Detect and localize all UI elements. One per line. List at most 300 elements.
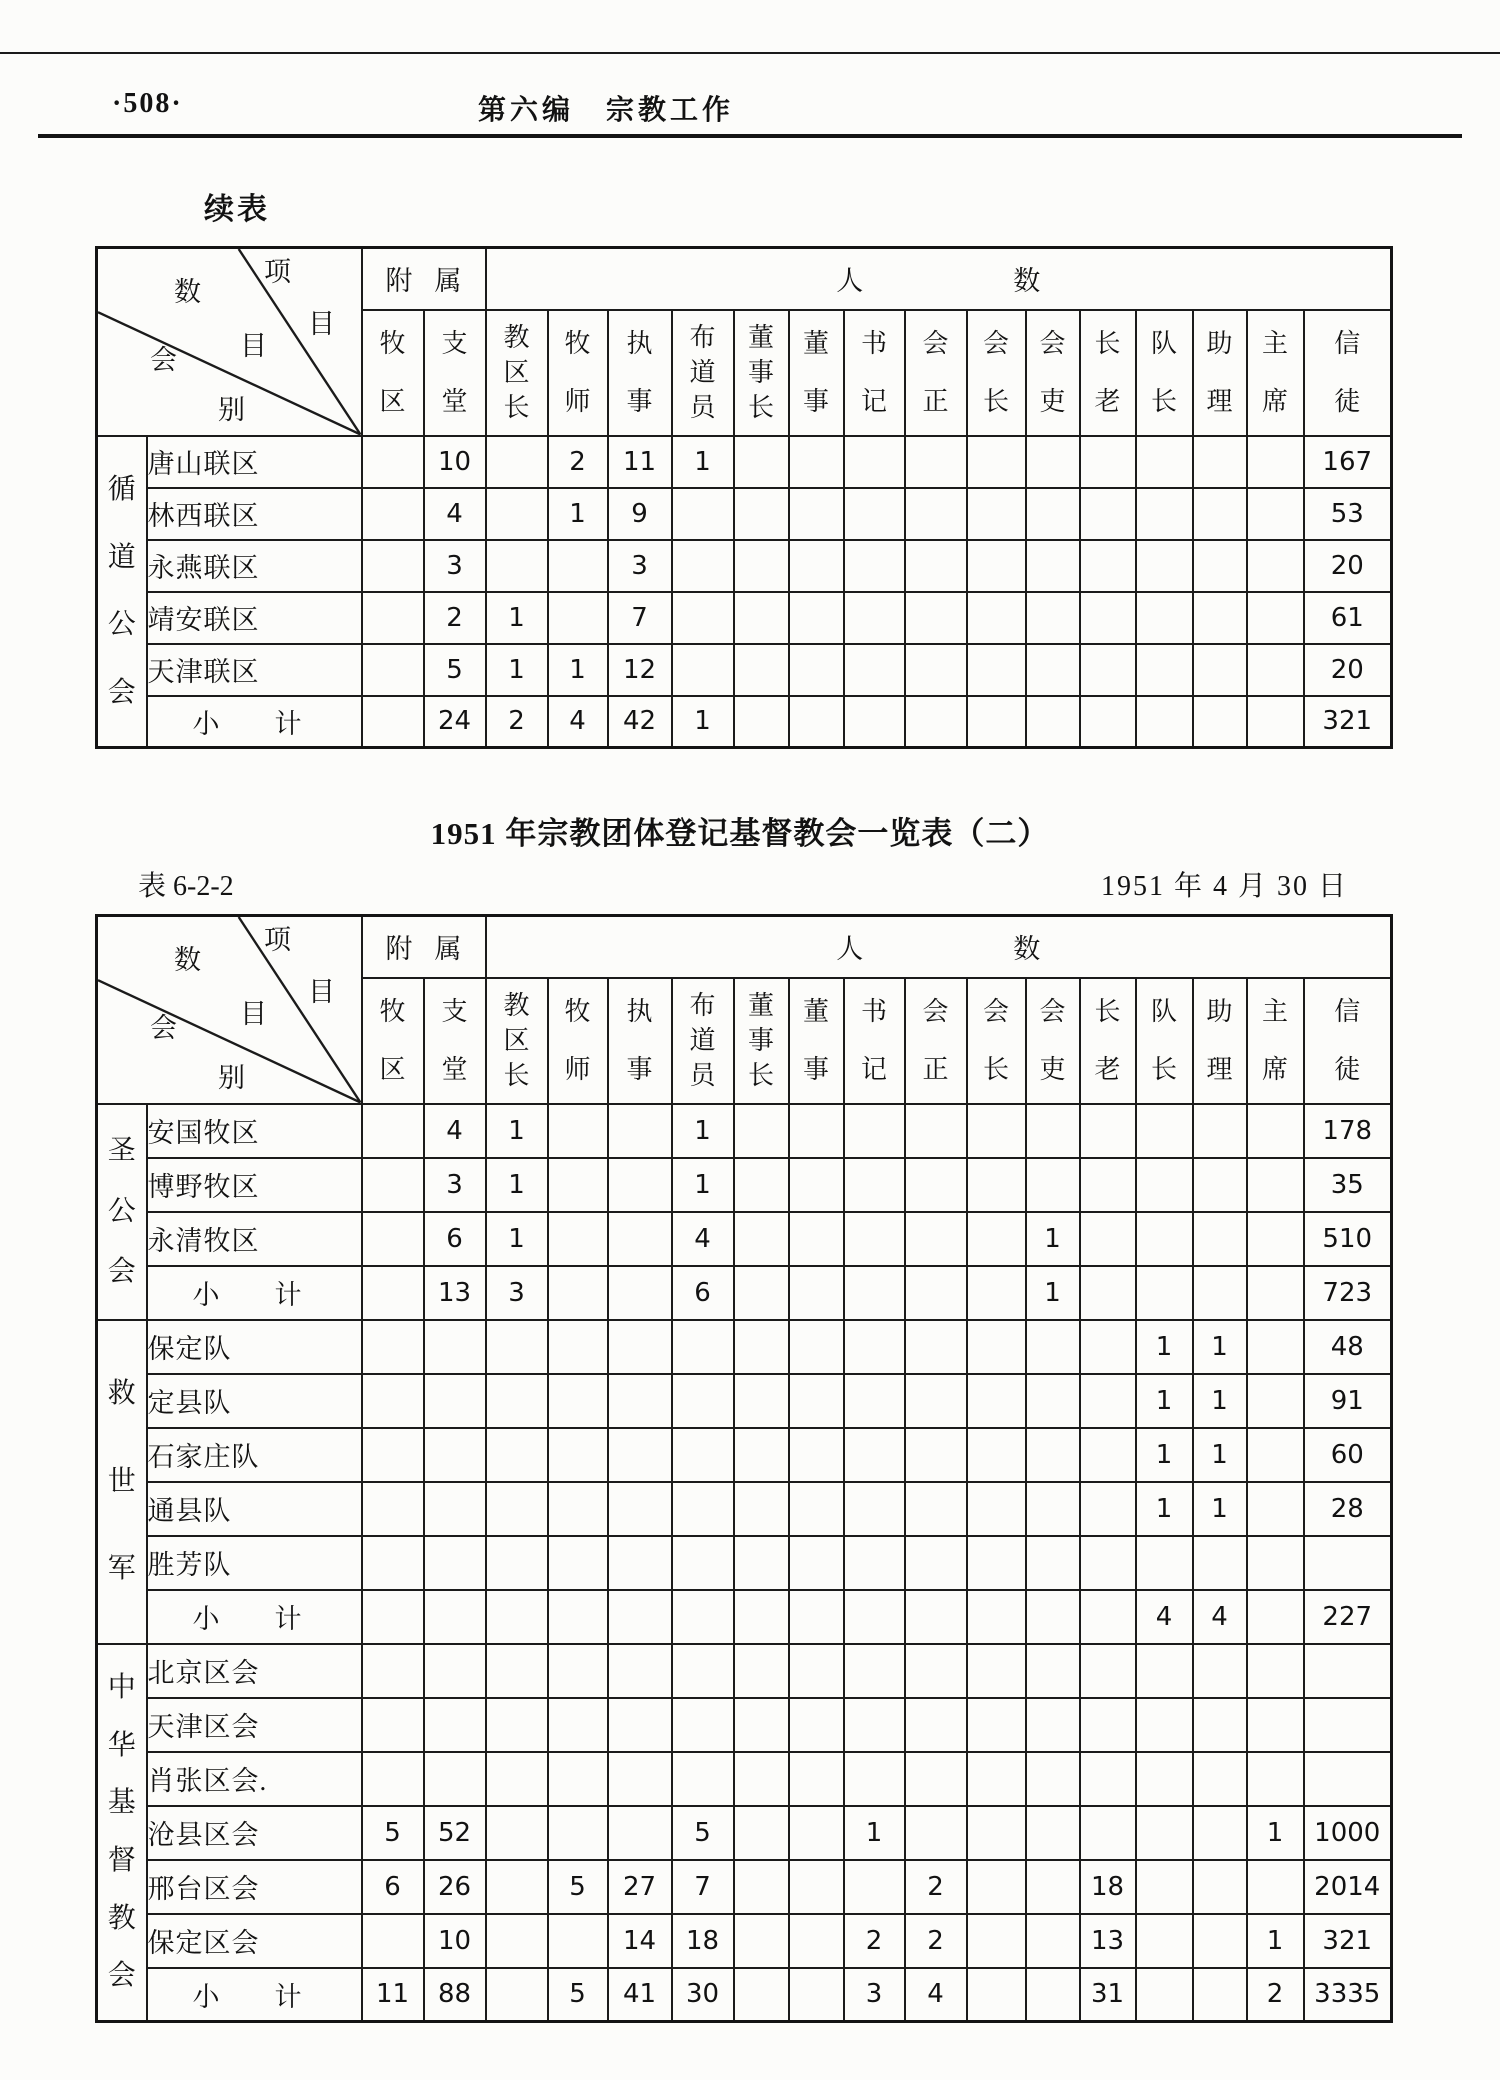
data-cell: 1: [486, 644, 548, 696]
diagonal-label-category: 会: [150, 1013, 177, 1043]
header-char: 数: [1013, 266, 1041, 297]
data-cell: [1247, 1212, 1304, 1266]
data-cell: [1080, 1482, 1136, 1536]
data-cell: 1: [486, 1212, 548, 1266]
header-char: 军: [107, 1553, 136, 1584]
data-cell: [362, 1752, 424, 1806]
data-cell: [1193, 1914, 1247, 1968]
header-char: 席: [1261, 1054, 1288, 1084]
header-char: 华: [107, 1729, 136, 1761]
column-header: [967, 310, 1026, 436]
data-cell: [734, 1104, 789, 1158]
diagonal-label-items: 目: [308, 309, 335, 339]
data-cell: [1080, 1374, 1136, 1428]
data-cell: [734, 436, 789, 488]
data-cell: [362, 1320, 424, 1374]
data-cell: [1136, 1212, 1193, 1266]
data-cell: [844, 1158, 905, 1212]
data-cell: [362, 1698, 424, 1752]
data-cell: [672, 1428, 734, 1482]
data-cell: 18: [672, 1914, 734, 1968]
data-cell: [844, 1590, 905, 1644]
data-cell: [734, 1158, 789, 1212]
data-cell: [1193, 1968, 1247, 2022]
data-cell: [1193, 644, 1247, 696]
data-cell: [789, 1428, 844, 1482]
data-cell: 4: [424, 1104, 486, 1158]
data-cell: 27: [608, 1860, 672, 1914]
data-cell: [362, 1914, 424, 1968]
data-cell: [1136, 1752, 1193, 1806]
row-label: 沧县区会: [147, 1806, 362, 1860]
data-cell: 20: [1304, 644, 1392, 696]
data-cell: 2: [548, 436, 608, 488]
data-cell: [548, 1320, 608, 1374]
column-header: [1080, 978, 1136, 1104]
data-cell: 1: [672, 436, 734, 488]
data-cell: [672, 1698, 734, 1752]
data-cell: 60: [1304, 1428, 1392, 1482]
column-header: [1247, 310, 1304, 436]
header-char: 支: [441, 328, 468, 358]
data-cell: [486, 1698, 548, 1752]
table-row: [97, 1428, 1392, 1482]
header-char: 道: [689, 357, 716, 387]
data-cell: 3: [424, 1158, 486, 1212]
table-row: [97, 1698, 1392, 1752]
header-char: 会: [982, 328, 1009, 358]
data-cell: [486, 540, 548, 592]
header-char: 长: [503, 392, 530, 422]
data-cell: [672, 1320, 734, 1374]
data-cell: 3: [424, 540, 486, 592]
data-cell: [905, 1212, 967, 1266]
data-cell: [734, 1320, 789, 1374]
data-cell: 5: [672, 1806, 734, 1860]
data-cell: [1193, 1266, 1247, 1320]
data-cell: [1193, 488, 1247, 540]
table-row: [97, 540, 1392, 592]
data-cell: [789, 696, 844, 748]
data-cell: 321: [1304, 696, 1392, 748]
data-cell: [1080, 1104, 1136, 1158]
data-cell: [967, 644, 1026, 696]
data-cell: [734, 1212, 789, 1266]
data-cell: [1193, 592, 1247, 644]
data-cell: [1247, 1266, 1304, 1320]
data-cell: [1026, 1752, 1080, 1806]
data-cell: [1193, 1212, 1247, 1266]
header-char: 牧: [564, 996, 591, 1026]
data-cell: [905, 1482, 967, 1536]
header-char: 牧: [379, 996, 406, 1026]
data-cell: 20: [1304, 540, 1392, 592]
header-char: 记: [860, 386, 887, 416]
table-row: [97, 1536, 1392, 1590]
data-cell: [844, 436, 905, 488]
data-cell: 48: [1304, 1320, 1392, 1374]
row-label: 肖张区会.: [147, 1752, 362, 1806]
data-cell: [734, 644, 789, 696]
data-cell: [548, 1752, 608, 1806]
data-cell: [1247, 696, 1304, 748]
data-cell: [362, 540, 424, 592]
data-cell: 1: [672, 1158, 734, 1212]
data-cell: 1: [1193, 1320, 1247, 1374]
data-cell: 30: [672, 1968, 734, 2022]
data-cell: [486, 488, 548, 540]
data-cell: [1247, 1752, 1304, 1806]
data-cell: [548, 1104, 608, 1158]
header-char: 主: [1261, 996, 1288, 1026]
header-char: 正: [922, 386, 949, 416]
data-cell: [1026, 1158, 1080, 1212]
data-cell: [1080, 1158, 1136, 1212]
header-rule: [38, 134, 1462, 138]
data-cell: [1136, 436, 1193, 488]
data-cell: [1247, 1698, 1304, 1752]
data-cell: [734, 1428, 789, 1482]
row-label: 永清牧区: [147, 1212, 362, 1266]
data-cell: [1247, 1590, 1304, 1644]
data-cell: 2: [905, 1860, 967, 1914]
data-cell: [967, 488, 1026, 540]
data-cell: [608, 1698, 672, 1752]
column-header: [1080, 310, 1136, 436]
data-cell: [608, 1104, 672, 1158]
data-cell: [967, 1158, 1026, 1212]
data-cell: [486, 1914, 548, 1968]
top-rule: [0, 52, 1500, 54]
header-char: 数: [1013, 934, 1041, 965]
table-row: [97, 1806, 1392, 1860]
table-row: [97, 1266, 1392, 1320]
table-row: [97, 644, 1392, 696]
row-label: 永燕联区: [147, 540, 362, 592]
data-cell: [548, 1536, 608, 1590]
data-cell: [967, 436, 1026, 488]
data-cell: 11: [362, 1968, 424, 2022]
header-char: 董: [747, 990, 774, 1020]
data-cell: [1247, 1428, 1304, 1482]
data-cell: [1193, 1698, 1247, 1752]
data-cell: [608, 1536, 672, 1590]
header-char: 董: [802, 328, 829, 358]
data-cell: [1136, 696, 1193, 748]
data-cell: 10: [424, 436, 486, 488]
data-cell: [1026, 696, 1080, 748]
data-cell: [1193, 436, 1247, 488]
header-char: 记: [860, 1054, 887, 1084]
data-cell: 1: [1247, 1914, 1304, 1968]
data-cell: [1193, 1536, 1247, 1590]
column-header: [548, 978, 608, 1104]
data-cell: [1193, 1806, 1247, 1860]
data-cell: 2: [486, 696, 548, 748]
data-cell: 5: [548, 1860, 608, 1914]
data-cell: [672, 644, 734, 696]
header-char: 道: [107, 541, 136, 573]
header-char: 中: [107, 1672, 136, 1704]
data-cell: [1026, 1536, 1080, 1590]
data-cell: [1304, 1752, 1392, 1806]
data-cell: [1026, 1968, 1080, 2022]
data-cell: [905, 1590, 967, 1644]
data-cell: [789, 1212, 844, 1266]
column-header: [734, 310, 789, 436]
data-cell: [789, 1698, 844, 1752]
header-char: 吏: [1039, 386, 1066, 416]
data-cell: [905, 1644, 967, 1698]
data-cell: [1136, 1104, 1193, 1158]
header-char: 长: [747, 392, 774, 422]
data-cell: [1080, 1806, 1136, 1860]
header-char: 会: [922, 328, 949, 358]
header-char: 牧: [564, 328, 591, 358]
table-row: [97, 436, 1392, 488]
data-cell: 1: [486, 592, 548, 644]
header-char: 徒: [1334, 386, 1361, 416]
data-cell: [789, 1158, 844, 1212]
data-cell: [844, 1374, 905, 1428]
data-cell: 1: [1136, 1428, 1193, 1482]
row-label: 胜芳队: [147, 1536, 362, 1590]
data-cell: 4: [672, 1212, 734, 1266]
table-1-continued-host: [95, 246, 1393, 749]
data-cell: [1026, 540, 1080, 592]
data-cell: [734, 1914, 789, 1968]
data-cell: [486, 1320, 548, 1374]
row-label: 安国牧区: [147, 1104, 362, 1158]
column-header: [1136, 310, 1193, 436]
data-cell: [905, 1320, 967, 1374]
header-char: 会: [1039, 328, 1066, 358]
data-cell: [1247, 436, 1304, 488]
header-char: 人: [836, 266, 864, 297]
data-cell: [844, 644, 905, 696]
data-cell: [967, 1698, 1026, 1752]
data-cell: 4: [548, 696, 608, 748]
data-cell: [967, 1374, 1026, 1428]
header-char: 圣: [107, 1135, 136, 1166]
header-char: 事: [747, 357, 774, 387]
data-cell: 12: [608, 644, 672, 696]
data-cell: [734, 540, 789, 592]
data-cell: [789, 540, 844, 592]
data-cell: [608, 1374, 672, 1428]
data-cell: [967, 1752, 1026, 1806]
data-cell: [424, 1644, 486, 1698]
row-label: 通县队: [147, 1482, 362, 1536]
data-cell: 88: [424, 1968, 486, 2022]
data-cell: 6: [424, 1212, 486, 1266]
row-label: 保定区会: [147, 1914, 362, 1968]
data-cell: [967, 1428, 1026, 1482]
data-cell: 1: [1193, 1374, 1247, 1428]
data-cell: [734, 592, 789, 644]
header-char: 员: [689, 1060, 716, 1090]
diagonal-label-numbers: 目: [240, 331, 267, 361]
data-cell: [967, 1266, 1026, 1320]
data-cell: [672, 1482, 734, 1536]
data-cell: 723: [1304, 1266, 1392, 1320]
data-cell: [789, 436, 844, 488]
column-header: [608, 310, 672, 436]
table-row: [97, 696, 1392, 748]
row-label: 林西联区: [147, 488, 362, 540]
data-cell: [1080, 488, 1136, 540]
data-cell: 5: [548, 1968, 608, 2022]
data-cell: 18: [1080, 1860, 1136, 1914]
data-cell: 2014: [1304, 1860, 1392, 1914]
data-cell: 4: [424, 488, 486, 540]
data-cell: [1193, 1158, 1247, 1212]
data-cell: 35: [1304, 1158, 1392, 1212]
data-cell: [362, 592, 424, 644]
data-cell: [486, 1860, 548, 1914]
header-char: 会: [982, 996, 1009, 1026]
header-char: 长: [1150, 386, 1177, 416]
data-cell: [1026, 592, 1080, 644]
table-row: [97, 1968, 1392, 2022]
data-cell: [424, 1590, 486, 1644]
row-label: 保定队: [147, 1320, 362, 1374]
data-cell: [1193, 1752, 1247, 1806]
data-cell: [672, 488, 734, 540]
data-cell: [1193, 696, 1247, 748]
table-row: [97, 1374, 1392, 1428]
header-char: 区: [503, 357, 530, 387]
data-cell: [905, 1806, 967, 1860]
header-char: 事: [802, 386, 829, 416]
row-label: 天津区会: [147, 1698, 362, 1752]
data-cell: [548, 1698, 608, 1752]
data-cell: [1080, 1320, 1136, 1374]
header-char: 事: [626, 1054, 653, 1084]
data-cell: [672, 1374, 734, 1428]
data-cell: 4: [905, 1968, 967, 2022]
header-char: 长: [1094, 328, 1121, 358]
header-char: 会: [107, 1256, 136, 1287]
data-cell: 91: [1304, 1374, 1392, 1428]
column-header: [608, 978, 672, 1104]
column-header: [1304, 978, 1392, 1104]
column-header: [905, 978, 967, 1104]
column-header: [1026, 310, 1080, 436]
header-char: 会: [107, 1960, 136, 1992]
data-cell: [967, 1320, 1026, 1374]
data-cell: [486, 1482, 548, 1536]
data-cell: [362, 1104, 424, 1158]
data-cell: [905, 540, 967, 592]
header-char: 师: [564, 386, 591, 416]
data-cell: [1080, 1428, 1136, 1482]
data-cell: [1193, 1860, 1247, 1914]
data-cell: [548, 1914, 608, 1968]
data-cell: [672, 1590, 734, 1644]
data-cell: [967, 1536, 1026, 1590]
header-char: 教: [503, 990, 530, 1020]
data-cell: [734, 1482, 789, 1536]
data-cell: [1080, 1266, 1136, 1320]
column-header: [734, 978, 789, 1104]
table-row: [97, 592, 1392, 644]
data-cell: [844, 696, 905, 748]
data-cell: [905, 1158, 967, 1212]
data-cell: [1247, 1320, 1304, 1374]
data-cell: [789, 1320, 844, 1374]
column-header: [486, 978, 548, 1104]
data-cell: [1193, 540, 1247, 592]
data-cell: [844, 1644, 905, 1698]
table-2-title: 1951 年宗教团体登记基督教会一览表（二）: [430, 816, 1050, 851]
people-count-span-header: [486, 248, 1392, 310]
data-cell: 26: [424, 1860, 486, 1914]
header-char: 正: [922, 1054, 949, 1084]
column-header: [486, 310, 548, 436]
data-cell: [967, 592, 1026, 644]
data-cell: [1026, 1320, 1080, 1374]
continued-table-label: 续表: [204, 193, 270, 226]
data-cell: [548, 540, 608, 592]
header-char: 区: [379, 1054, 406, 1084]
data-cell: [1026, 644, 1080, 696]
diagonal-label-items: 目: [308, 977, 335, 1007]
data-cell: [844, 1266, 905, 1320]
header-char: 信: [1334, 328, 1361, 358]
data-cell: 6: [362, 1860, 424, 1914]
data-cell: [548, 1428, 608, 1482]
data-cell: 3: [844, 1968, 905, 2022]
data-cell: [789, 1482, 844, 1536]
data-cell: [905, 1536, 967, 1590]
header-char: 督: [107, 1845, 136, 1877]
data-cell: [548, 592, 608, 644]
header-char: 助: [1206, 328, 1233, 358]
data-cell: [608, 1212, 672, 1266]
data-cell: [548, 1212, 608, 1266]
data-cell: [789, 1806, 844, 1860]
column-header: [1193, 310, 1247, 436]
data-cell: [789, 592, 844, 644]
table-row: [97, 1860, 1392, 1914]
data-cell: [362, 1590, 424, 1644]
data-cell: [486, 1806, 548, 1860]
header-char: 牧: [379, 328, 406, 358]
data-cell: [844, 1698, 905, 1752]
data-cell: [1304, 1536, 1392, 1590]
data-cell: 4: [1193, 1590, 1247, 1644]
data-cell: [608, 1752, 672, 1806]
data-cell: [734, 1968, 789, 2022]
header-char: 信: [1334, 996, 1361, 1026]
header-char: 堂: [441, 386, 468, 416]
data-cell: [486, 1536, 548, 1590]
data-cell: 9: [608, 488, 672, 540]
data-cell: [1026, 1860, 1080, 1914]
table-row: [97, 1482, 1392, 1536]
data-cell: [608, 1428, 672, 1482]
header-char: 事: [802, 1054, 829, 1084]
data-cell: [362, 1536, 424, 1590]
data-cell: [1136, 540, 1193, 592]
header-char: 长: [1150, 1054, 1177, 1084]
data-cell: [905, 1104, 967, 1158]
data-cell: [1026, 1806, 1080, 1860]
data-cell: 41: [608, 1968, 672, 2022]
table-row: [97, 1644, 1392, 1698]
data-cell: [608, 1320, 672, 1374]
